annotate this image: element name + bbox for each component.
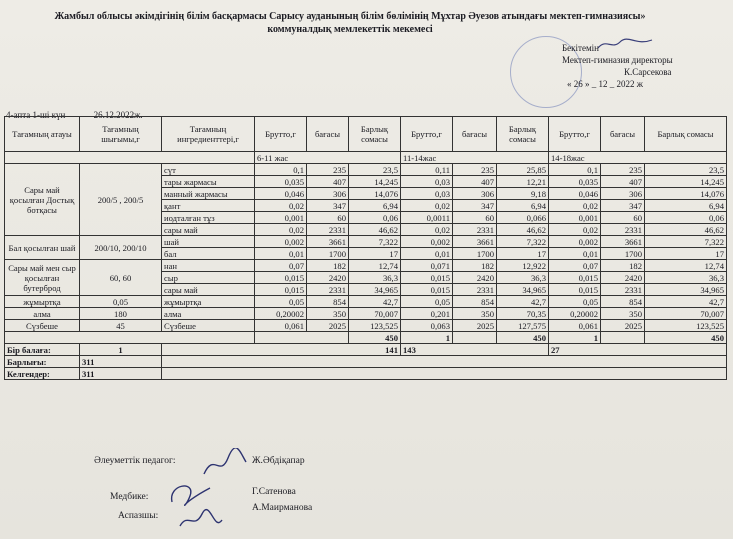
g2-total: 12,21 bbox=[497, 176, 549, 188]
table-row bbox=[5, 164, 727, 176]
g3-total: 34,965 bbox=[645, 284, 727, 296]
g2-total: 7,322 bbox=[497, 236, 549, 248]
dish-yield: 200/10, 200/10 bbox=[80, 236, 162, 260]
arrived-value: 311 bbox=[80, 368, 162, 380]
g2-total: 9,18 bbox=[497, 188, 549, 200]
g1-total: 46,62 bbox=[349, 224, 401, 236]
g2-gross: 0,05 bbox=[401, 296, 453, 308]
g2-price: 60 bbox=[453, 212, 497, 224]
g3-total: 7,322 bbox=[645, 236, 727, 248]
age-group-3: 14-18жас bbox=[549, 152, 727, 164]
g1-gross: 0,035 bbox=[255, 176, 307, 188]
g1-gross: 0,001 bbox=[255, 212, 307, 224]
g1-gross: 0,015 bbox=[255, 284, 307, 296]
extra-total-row bbox=[5, 332, 727, 344]
ingredient: бал bbox=[162, 248, 255, 260]
table-row bbox=[5, 308, 727, 320]
ingredient: сары май bbox=[162, 224, 255, 236]
g3-gross: 0,046 bbox=[549, 188, 601, 200]
extra-g2-spacer bbox=[453, 332, 497, 344]
menu-date: 26.12.2022ж. bbox=[93, 110, 143, 120]
table-row bbox=[5, 260, 727, 272]
g3-gross: 0,20002 bbox=[549, 308, 601, 320]
g3-total: 23,5 bbox=[645, 164, 727, 176]
g1-total: 123,525 bbox=[349, 320, 401, 332]
g2-price: 407 bbox=[453, 176, 497, 188]
g2-gross: 0,03 bbox=[401, 176, 453, 188]
g2-total: 70,35 bbox=[497, 308, 549, 320]
g3-gross: 0,002 bbox=[549, 236, 601, 248]
arrived-row bbox=[5, 368, 727, 380]
header-line-2: коммуналдық мемлекеттік мекемесі bbox=[267, 24, 433, 35]
g1-price: 407 bbox=[307, 176, 349, 188]
g2-total: 127,575 bbox=[497, 320, 549, 332]
g3-gross: 0,02 bbox=[549, 224, 601, 236]
total-value: 311 bbox=[80, 356, 162, 368]
g2-price: 2025 bbox=[453, 320, 497, 332]
dish-name: Сары май мен сыр қосылған бутерброд bbox=[5, 260, 80, 296]
g2-gross: 0,071 bbox=[401, 260, 453, 272]
ingredient: иодталған тұз bbox=[162, 212, 255, 224]
col-total-1: Барлық сомасы bbox=[349, 117, 401, 152]
total-spacer bbox=[162, 356, 727, 368]
g1-gross: 0,05 bbox=[255, 296, 307, 308]
g1-price: 2331 bbox=[307, 224, 349, 236]
g1-gross: 0,02 bbox=[255, 224, 307, 236]
cook-role: Аспазшы: bbox=[118, 511, 159, 521]
g1-price: 1700 bbox=[307, 248, 349, 260]
g1-total: 23,5 bbox=[349, 164, 401, 176]
g2-price: 1700 bbox=[453, 248, 497, 260]
table-row bbox=[5, 320, 727, 332]
g3-total: 123,525 bbox=[645, 320, 727, 332]
g1-price: 854 bbox=[307, 296, 349, 308]
g1-total: 6,94 bbox=[349, 200, 401, 212]
g1-price: 2025 bbox=[307, 320, 349, 332]
week-day: 4-апта 1-ші күн bbox=[6, 110, 66, 120]
g2-gross: 0,063 bbox=[401, 320, 453, 332]
ingredient: шай bbox=[162, 236, 255, 248]
g2-gross: 0,015 bbox=[401, 272, 453, 284]
document-header bbox=[20, 10, 680, 36]
per-child-label: Бір балаға: bbox=[5, 344, 80, 356]
social-pedagogue-role: Әлеуметтік педагог: bbox=[94, 456, 176, 466]
g3-total: 12,74 bbox=[645, 260, 727, 272]
g1-gross: 0,07 bbox=[255, 260, 307, 272]
g1-price: 182 bbox=[307, 260, 349, 272]
dish-name: Бал қосылған шай bbox=[5, 236, 80, 260]
g2-total: 25,85 bbox=[497, 164, 549, 176]
col-gross-2: Брутто,г bbox=[401, 117, 453, 152]
nurse-name: Г.Сатенова bbox=[252, 487, 296, 497]
col-dish: Тағамның атауы bbox=[5, 117, 80, 152]
approval-name: К.Сарсекова bbox=[624, 67, 672, 77]
g3-total: 46,62 bbox=[645, 224, 727, 236]
extra-g2-total: 450 bbox=[497, 332, 549, 344]
table-row bbox=[5, 296, 727, 308]
g3-total: 36,3 bbox=[645, 272, 727, 284]
g2-gross: 0,03 bbox=[401, 188, 453, 200]
g3-gross: 0,1 bbox=[549, 164, 601, 176]
extra-g3-total: 450 bbox=[645, 332, 727, 344]
g3-total: 14,245 bbox=[645, 176, 727, 188]
approval-position: Мектеп-гимназия директоры bbox=[562, 55, 673, 65]
g3-gross: 0,035 bbox=[549, 176, 601, 188]
col-total-2: Барлық сомасы bbox=[497, 117, 549, 152]
g2-gross: 0,015 bbox=[401, 284, 453, 296]
g2-price: 182 bbox=[453, 260, 497, 272]
g3-gross: 0,015 bbox=[549, 284, 601, 296]
g1-price: 2420 bbox=[307, 272, 349, 284]
table-row bbox=[5, 236, 727, 248]
g3-total: 14,076 bbox=[645, 188, 727, 200]
age-group-1: 6-11 жас bbox=[255, 152, 401, 164]
arrived-label: Келгендер: bbox=[5, 368, 80, 380]
g2-total: 36,3 bbox=[497, 272, 549, 284]
g1-gross: 0,015 bbox=[255, 272, 307, 284]
col-gross-3: Брутто,г bbox=[549, 117, 601, 152]
per-child-g3: 27 bbox=[549, 344, 727, 356]
social-pedagogue-name: Ж.Әбдіқапар bbox=[252, 456, 305, 466]
arrived-spacer bbox=[162, 368, 727, 380]
g3-price: 407 bbox=[601, 176, 645, 188]
extra-g1-total: 450 bbox=[349, 332, 401, 344]
g2-total: 42,7 bbox=[497, 296, 549, 308]
g1-price: 306 bbox=[307, 188, 349, 200]
g3-total: 6,94 bbox=[645, 200, 727, 212]
g1-total: 12,74 bbox=[349, 260, 401, 272]
dish-yield: 45 bbox=[80, 320, 162, 332]
g3-price: 2331 bbox=[601, 284, 645, 296]
g1-price: 350 bbox=[307, 308, 349, 320]
g1-gross: 0,02 bbox=[255, 200, 307, 212]
g2-total: 34,965 bbox=[497, 284, 549, 296]
total-row bbox=[5, 356, 727, 368]
g2-price: 350 bbox=[453, 308, 497, 320]
g3-gross: 0,07 bbox=[549, 260, 601, 272]
g1-gross: 0,046 bbox=[255, 188, 307, 200]
ingredient: алма bbox=[162, 308, 255, 320]
g1-gross: 0,061 bbox=[255, 320, 307, 332]
g2-gross: 0,201 bbox=[401, 308, 453, 320]
age-group-2: 11-14жас bbox=[401, 152, 549, 164]
g2-price: 306 bbox=[453, 188, 497, 200]
col-price-2: бағасы bbox=[453, 117, 497, 152]
nurse-role: Медбике: bbox=[110, 492, 149, 502]
g3-gross: 0,001 bbox=[549, 212, 601, 224]
ingredient: манный жармасы bbox=[162, 188, 255, 200]
g1-gross: 0,01 bbox=[255, 248, 307, 260]
g3-total: 42,7 bbox=[645, 296, 727, 308]
dish-name: Сары май қосылған Достық ботқасы bbox=[5, 164, 80, 236]
extra-g2-gross: 1 bbox=[401, 332, 453, 344]
g1-price: 235 bbox=[307, 164, 349, 176]
g1-price: 347 bbox=[307, 200, 349, 212]
dish-name: алма bbox=[5, 308, 80, 320]
age-spacer bbox=[5, 152, 255, 164]
dish-yield: 60, 60 bbox=[80, 260, 162, 296]
menu-table bbox=[4, 116, 727, 380]
g1-price: 2331 bbox=[307, 284, 349, 296]
g3-price: 3661 bbox=[601, 236, 645, 248]
g3-price: 1700 bbox=[601, 248, 645, 260]
g1-total: 70,007 bbox=[349, 308, 401, 320]
dish-yield: 180 bbox=[80, 308, 162, 320]
g3-gross: 0,015 bbox=[549, 272, 601, 284]
col-gross-1: Брутто,г bbox=[255, 117, 307, 152]
g2-gross: 0,11 bbox=[401, 164, 453, 176]
g2-price: 2331 bbox=[453, 224, 497, 236]
ingredient: қант bbox=[162, 200, 255, 212]
g2-gross: 0,002 bbox=[401, 236, 453, 248]
g3-gross: 0,05 bbox=[549, 296, 601, 308]
g3-total: 17 bbox=[645, 248, 727, 260]
g3-price: 350 bbox=[601, 308, 645, 320]
g3-price: 306 bbox=[601, 188, 645, 200]
extra-spacer bbox=[5, 332, 255, 344]
per-child-value: 1 bbox=[80, 344, 162, 356]
g3-price: 235 bbox=[601, 164, 645, 176]
g3-price: 182 bbox=[601, 260, 645, 272]
col-total-3: Барлық сомасы bbox=[645, 117, 727, 152]
g1-total: 34,965 bbox=[349, 284, 401, 296]
g2-price: 3661 bbox=[453, 236, 497, 248]
g3-price: 2420 bbox=[601, 272, 645, 284]
ingredient: нан bbox=[162, 260, 255, 272]
dish-yield: 200/5 , 200/5 bbox=[80, 164, 162, 236]
g2-gross: 0,0011 bbox=[401, 212, 453, 224]
g1-total: 7,322 bbox=[349, 236, 401, 248]
ingredient: жұмыртқа bbox=[162, 296, 255, 308]
g3-total: 0,06 bbox=[645, 212, 727, 224]
g2-price: 2420 bbox=[453, 272, 497, 284]
ingredient: тары жармасы bbox=[162, 176, 255, 188]
per-child-g1: 141 bbox=[162, 344, 401, 356]
g3-total: 70,007 bbox=[645, 308, 727, 320]
extra-g3-spacer bbox=[601, 332, 645, 344]
g2-total: 0,066 bbox=[497, 212, 549, 224]
col-ingredients: Тағамның ингредиенттері,г bbox=[162, 117, 255, 152]
dish-name: Сүзбеше bbox=[5, 320, 80, 332]
g3-gross: 0,02 bbox=[549, 200, 601, 212]
col-price-1: бағасы bbox=[307, 117, 349, 152]
g1-total: 14,076 bbox=[349, 188, 401, 200]
g1-total: 36,3 bbox=[349, 272, 401, 284]
g2-total: 46,62 bbox=[497, 224, 549, 236]
approval-date: « 26 » _ 12 _ 2022 ж bbox=[567, 79, 643, 89]
g3-price: 347 bbox=[601, 200, 645, 212]
dish-name: жұмыртқа bbox=[5, 296, 80, 308]
per-child-row bbox=[5, 344, 727, 356]
dish-yield: 0,05 bbox=[80, 296, 162, 308]
g2-price: 2331 bbox=[453, 284, 497, 296]
extra-g1-spacer bbox=[255, 332, 349, 344]
nurse-signature bbox=[166, 478, 216, 508]
g2-price: 854 bbox=[453, 296, 497, 308]
cook-signature bbox=[176, 506, 226, 536]
header-row bbox=[5, 117, 727, 152]
per-child-g2: 143 bbox=[401, 344, 549, 356]
g1-gross: 0,002 bbox=[255, 236, 307, 248]
g1-price: 60 bbox=[307, 212, 349, 224]
g3-price: 854 bbox=[601, 296, 645, 308]
ingredient: сыр bbox=[162, 272, 255, 284]
ingredient: сүт bbox=[162, 164, 255, 176]
g1-total: 42,7 bbox=[349, 296, 401, 308]
g2-gross: 0,01 bbox=[401, 248, 453, 260]
g1-total: 14,245 bbox=[349, 176, 401, 188]
g1-price: 3661 bbox=[307, 236, 349, 248]
g2-price: 347 bbox=[453, 200, 497, 212]
header-line-1: Жамбыл облысы әкімдігінің білім басқармасы Сарысу ауданының білім бөлімінің Мұхтар Әуезов атындағы мектеп-гимназиясы» bbox=[54, 11, 646, 22]
ingredient: сары май bbox=[162, 284, 255, 296]
g3-price: 2025 bbox=[601, 320, 645, 332]
g2-gross: 0,02 bbox=[401, 200, 453, 212]
approval-block bbox=[562, 42, 727, 90]
approval-title: Бекітемін bbox=[562, 43, 599, 53]
g3-price: 60 bbox=[601, 212, 645, 224]
g2-total: 17 bbox=[497, 248, 549, 260]
g2-price: 235 bbox=[453, 164, 497, 176]
ingredient: Сүзбеше bbox=[162, 320, 255, 332]
col-yield: Тағамның шығымы,г bbox=[80, 117, 162, 152]
g2-total: 12,922 bbox=[497, 260, 549, 272]
col-price-3: бағасы bbox=[601, 117, 645, 152]
pedagogue-signature bbox=[200, 448, 250, 478]
cook-name: А.Маирманова bbox=[252, 503, 313, 513]
extra-g3-gross: 1 bbox=[549, 332, 601, 344]
g2-total: 6,94 bbox=[497, 200, 549, 212]
age-group-row bbox=[5, 152, 727, 164]
g1-total: 0,06 bbox=[349, 212, 401, 224]
g3-price: 2331 bbox=[601, 224, 645, 236]
g2-gross: 0,02 bbox=[401, 224, 453, 236]
g3-gross: 0,061 bbox=[549, 320, 601, 332]
g1-gross: 0,20002 bbox=[255, 308, 307, 320]
g1-total: 17 bbox=[349, 248, 401, 260]
g3-gross: 0,01 bbox=[549, 248, 601, 260]
total-label: Барлығы: bbox=[5, 356, 80, 368]
g1-gross: 0,1 bbox=[255, 164, 307, 176]
